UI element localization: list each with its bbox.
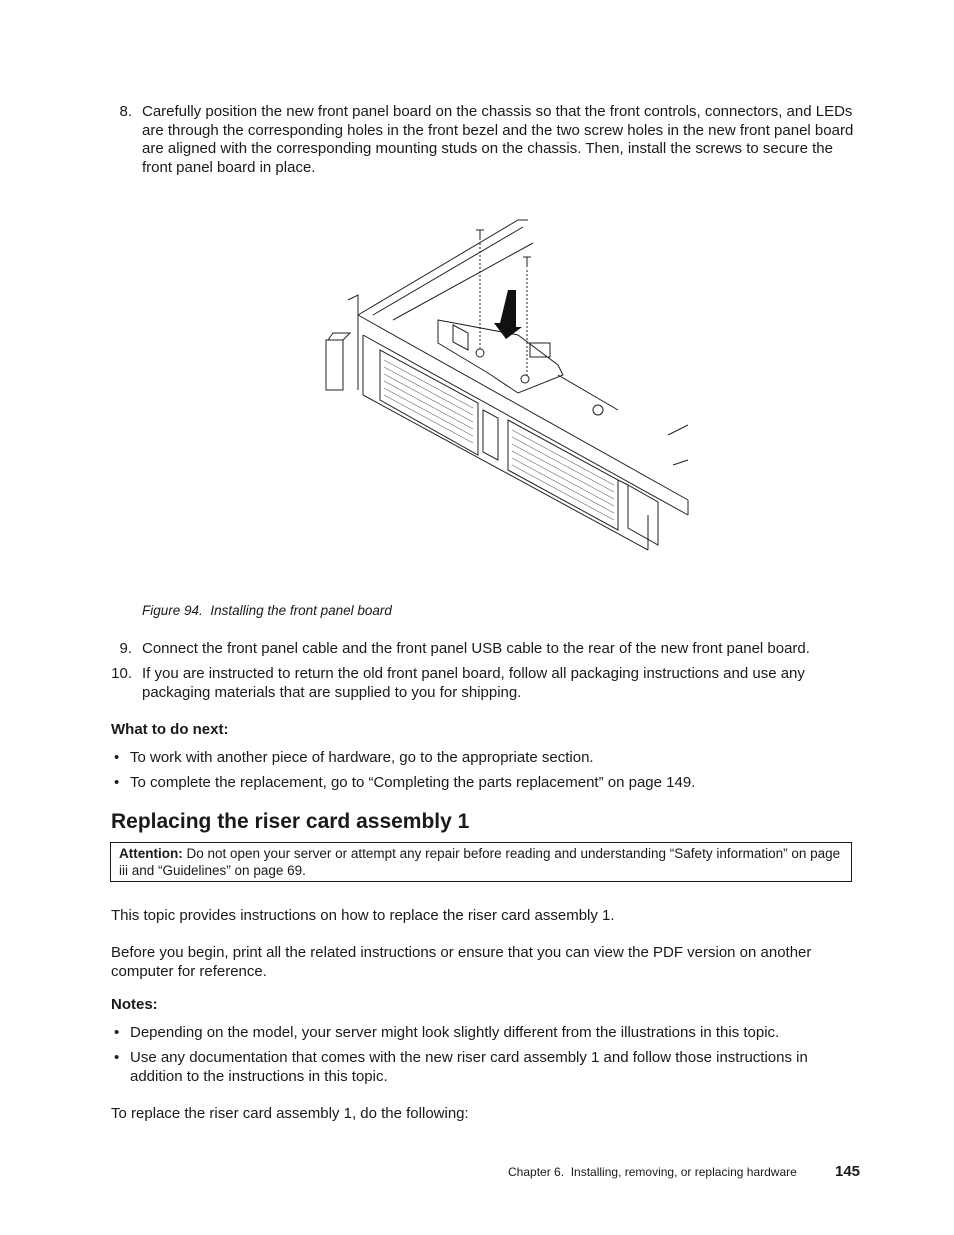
bullet-icon: • — [114, 1024, 120, 1041]
bullet-icon: • — [114, 774, 120, 791]
list-item: To work with another piece of hardware, go to the appropriate section. — [130, 749, 594, 766]
step-number: 9. — [119, 640, 132, 657]
front-panel-board-illustration — [318, 215, 693, 555]
page-number: 145 — [835, 1163, 861, 1180]
list-item: To complete the replacement, go to “Completing the parts replacement” on page 149. — [130, 774, 696, 791]
attention-text: Do not open your server or attempt any repair before reading and understanding “Safety information” on page iii and “Guidelines” on page 69. — [119, 846, 841, 878]
bullet-icon: • — [114, 749, 120, 766]
list-item: Depending on the model, your server might look slightly different from the illustrations in this topic. — [130, 1024, 780, 1041]
figure-caption — [142, 603, 392, 618]
figure-label: Figure 94. — [142, 603, 203, 618]
before-paragraph: Before you begin, print all the related instructions or ensure that you can view the PDF version on another computer for reference. — [111, 944, 812, 980]
attention-label: Attention: — [119, 846, 183, 861]
step-number: 8. — [119, 103, 132, 120]
bullet-icon: • — [114, 1049, 120, 1066]
footer-chapter: Chapter 6. Installing, removing, or replacing hardware — [508, 1165, 797, 1179]
section-title: Replacing the riser card assembly 1 — [111, 810, 470, 833]
closing-paragraph: To replace the riser card assembly 1, do the following: — [111, 1105, 469, 1122]
step-text: If you are instructed to return the old front panel board, follow all packaging instructions and use any packaging materials that are supplied to you for shipping. — [142, 665, 805, 701]
what-to-do-next-heading: What to do next: — [111, 721, 229, 738]
step-text: Connect the front panel cable and the front panel USB cable to the rear of the new front panel board. — [142, 640, 810, 657]
step-number: 10. — [111, 665, 132, 682]
attention-box — [110, 842, 852, 882]
step-text: Carefully position the new front panel board on the chassis so that the front controls, connectors, and LEDs are through the corresponding holes in the front bezel and the two screw holes in the new front panel board are aligned with the corresponding mounting studs on the chassis. Then, install the screws to secure the front panel board in place. — [142, 103, 854, 176]
figure-caption-text: Installing the front panel board — [210, 603, 392, 618]
intro-paragraph: This topic provides instructions on how to replace the riser card assembly 1. — [111, 907, 615, 924]
list-item: Use any documentation that comes with the new riser card assembly 1 and follow those instructions in addition to the instructions in this topic. — [130, 1049, 808, 1085]
notes-heading: Notes: — [111, 996, 158, 1013]
